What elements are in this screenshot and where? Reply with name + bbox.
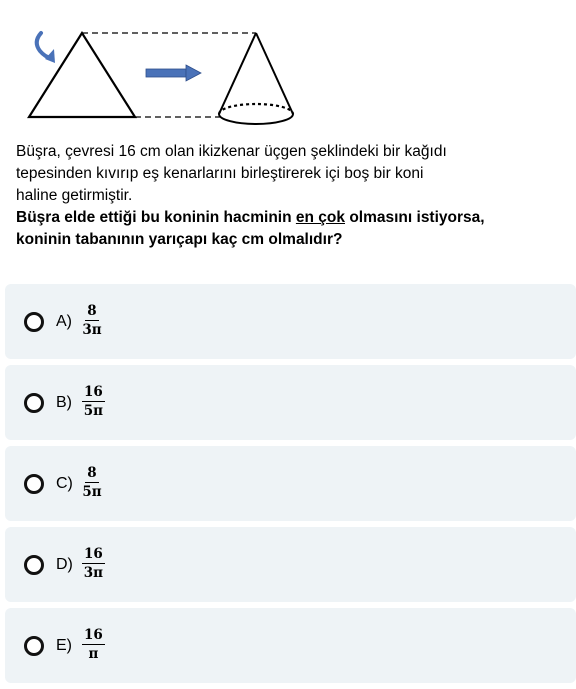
fraction-denominator: 5π	[83, 402, 104, 419]
option-fraction	[82, 303, 102, 338]
fraction-numerator: 16	[84, 626, 103, 643]
question-line-2: tepesinden kıvırıp eş kenarlarını birleştirerek içi boş bir koni	[16, 165, 424, 182]
question-line-3: haline getirmiştir.	[16, 187, 133, 204]
option-fraction	[82, 627, 105, 662]
radio-button-icon[interactable]	[24, 393, 44, 413]
question-bold-post: olmasını istiyorsa,	[345, 209, 485, 226]
curved-arrow-icon	[37, 33, 55, 63]
radio-button-icon[interactable]	[24, 312, 44, 332]
isosceles-triangle	[29, 33, 135, 117]
question-bold-line-1	[16, 207, 561, 229]
question-bold-pre: Büşra elde ettiği bu koninin hacminin	[16, 209, 296, 226]
option-c[interactable]	[5, 446, 576, 521]
fraction-denominator: π	[88, 645, 99, 662]
radio-button-icon[interactable]	[24, 555, 44, 575]
question-underlined-phrase: en çok	[295, 209, 346, 226]
option-d[interactable]	[5, 527, 576, 602]
option-letter: B)	[56, 393, 72, 411]
question-text	[16, 141, 561, 251]
option-e[interactable]	[5, 608, 576, 683]
right-arrow-icon	[146, 65, 201, 81]
option-letter: E)	[56, 636, 72, 654]
answer-options	[5, 284, 576, 689]
triangle-to-cone-figure	[0, 0, 576, 140]
option-letter: C)	[56, 474, 73, 492]
fraction-numerator: 8	[87, 464, 97, 481]
option-letter: D)	[56, 555, 73, 573]
fraction-numerator: 8	[87, 302, 97, 319]
fraction-denominator: 3π	[82, 321, 102, 338]
question-line-1: Büşra, çevresi 16 cm olan ikizkenar üçgen şeklindeki bir kağıdı	[16, 143, 447, 160]
fraction-denominator: 3π	[83, 564, 104, 581]
question-bold-line-2: koninin tabanının yarıçapı kaç cm olmalıdır?	[16, 231, 343, 248]
option-fraction	[82, 465, 102, 500]
fraction-denominator: 5π	[82, 483, 102, 500]
option-fraction	[82, 546, 105, 581]
cone-shape	[219, 33, 293, 124]
radio-button-icon[interactable]	[24, 474, 44, 494]
option-fraction	[82, 384, 105, 419]
option-b[interactable]	[5, 365, 576, 440]
fraction-numerator: 16	[84, 545, 103, 562]
radio-button-icon[interactable]	[24, 636, 44, 656]
option-a[interactable]	[5, 284, 576, 359]
option-letter: A)	[56, 312, 72, 330]
fraction-numerator: 16	[84, 383, 103, 400]
